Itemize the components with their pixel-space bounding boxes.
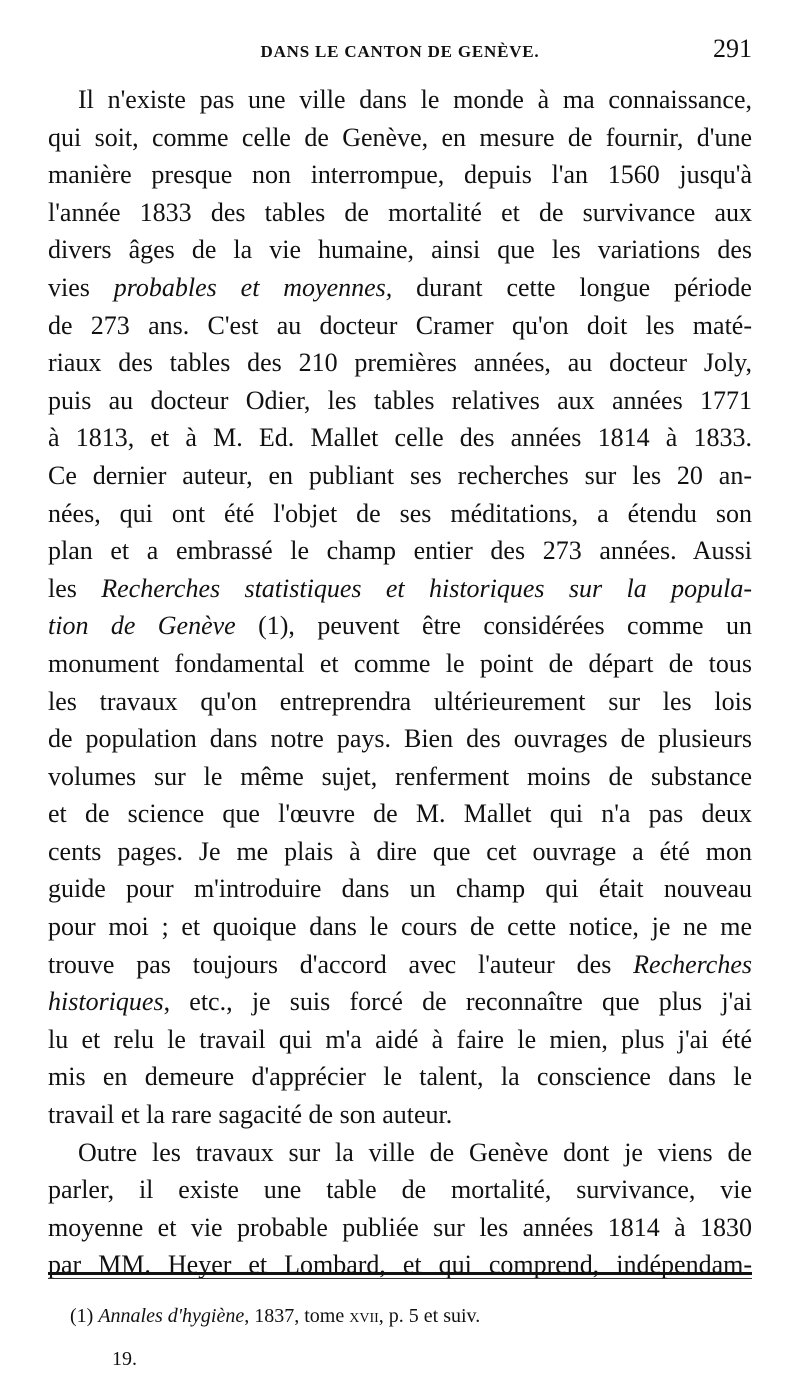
text-line: de 273 ans. C'est au docteur Cramer qu'on doit les maté- xyxy=(48,310,752,340)
text-line xyxy=(48,607,752,645)
text-line: Il n'existe pas une ville dans le monde à ma connaissance, xyxy=(78,85,752,114)
text-line: lu et relu le travail qui m'a aidé à faire le mien, plus j'ai été xyxy=(48,1024,752,1054)
text-span: durant cette longue période xyxy=(392,272,752,302)
text-line xyxy=(48,946,752,984)
text-line: l'année 1833 des tables de mortalité et de survivance aux xyxy=(48,197,752,227)
body-text xyxy=(48,81,752,1284)
text-line: puis au docteur Odier, les tables relatives aux années 1771 xyxy=(48,385,752,415)
text-span: les xyxy=(48,573,102,603)
italic-book-title: historiques xyxy=(48,987,164,1017)
text-span: trouve pas toujours d'accord avec l'auteur des xyxy=(48,949,634,979)
text-line xyxy=(48,269,752,307)
footnote-divider xyxy=(48,1272,752,1275)
text-line: parler, il existe une table de mortalité, survivance, vie xyxy=(48,1175,752,1205)
footnote-year: , 1837, tome xyxy=(244,1305,345,1327)
text-line: pour moi ; et quoique dans le cours de cette notice, je ne me xyxy=(48,912,752,942)
text-line: mis en demeure d'apprécier le talent, la conscience dans le xyxy=(48,1062,752,1092)
text-line: monument fondamental et comme le point de départ de tous xyxy=(48,648,752,678)
text-span: vies xyxy=(48,272,114,302)
footnote-tome: xvii xyxy=(349,1305,379,1327)
footnote xyxy=(70,1302,480,1330)
text-line: à 1813, et à M. Ed. Mallet celle des années 1814 à 1833. xyxy=(48,423,752,453)
page-number: 291 xyxy=(713,34,752,63)
text-line: manière presque non interrompue, depuis l'an 1560 jusqu'à xyxy=(48,160,752,190)
text-line: cents pages. Je me plais à dire que cet ouvrage a été mon xyxy=(48,836,752,866)
text-line: divers âges de la vie humaine, ainsi que les variations des xyxy=(48,235,752,265)
text-line: plan et a embrassé le champ entier des 273 années. Aussi xyxy=(48,536,752,566)
text-line: riaux des tables des 210 premières années, au docteur Joly, xyxy=(48,348,752,378)
text-span: , etc., je suis forcé de reconnaître que plus j'ai xyxy=(163,987,752,1017)
text-line: guide pour m'introduire dans un champ qui était nouveau xyxy=(48,874,752,904)
text-line: nées, qui ont été l'objet de ses méditations, a étendu son xyxy=(48,498,752,528)
text-line xyxy=(48,570,752,608)
text-line: moyenne et vie probable publiée sur les années 1814 à 1830 xyxy=(48,1212,752,1242)
text-line: et de science que l'œuvre de M. Mallet qui n'a pas deux xyxy=(48,799,752,829)
text-line: volumes sur le même sujet, renferment moins de substance xyxy=(48,761,752,791)
text-span: (1), peuvent être considérées comme un xyxy=(235,611,752,641)
running-head: DANS LE CANTON DE GENÈVE. xyxy=(260,42,540,61)
text-line: Ce dernier auteur, en publiant ses recherches sur les 20 an- xyxy=(48,460,752,490)
italic-book-title: tion de Genève xyxy=(48,611,236,641)
footnote-pages: , p. 5 et suiv. xyxy=(378,1305,481,1327)
text-line: qui soit, comme celle de Genève, en mesure de fournir, d'une xyxy=(48,122,752,152)
italic-book-title: Recherches xyxy=(633,949,752,979)
text-line: Outre les travaux sur la ville de Genève dont je viens de xyxy=(78,1137,752,1167)
page-header xyxy=(48,34,752,72)
text-line: de population dans notre pays. Bien des ouvrages de plusieurs xyxy=(48,724,752,754)
text-line: par MM. Heyer et Lombard, et qui comprend, indépendam- xyxy=(48,1250,752,1280)
italic-book-title: Recherches statistiques et historiques sur la popula- xyxy=(101,573,752,603)
printer-signature-mark: 19. xyxy=(112,1348,137,1370)
footnote-marker: (1) xyxy=(70,1305,94,1327)
footnote-source: Annales d'hygiène xyxy=(98,1305,245,1327)
text-line xyxy=(48,983,752,1021)
footnote-divider-thin xyxy=(48,1278,752,1279)
text-line: les travaux qu'on entreprendra ultérieurement sur les lois xyxy=(48,686,752,716)
italic-phrase: probables et moyennes, xyxy=(113,272,393,302)
text-line: travail et la rare sagacité de son auteur. xyxy=(48,1100,453,1130)
